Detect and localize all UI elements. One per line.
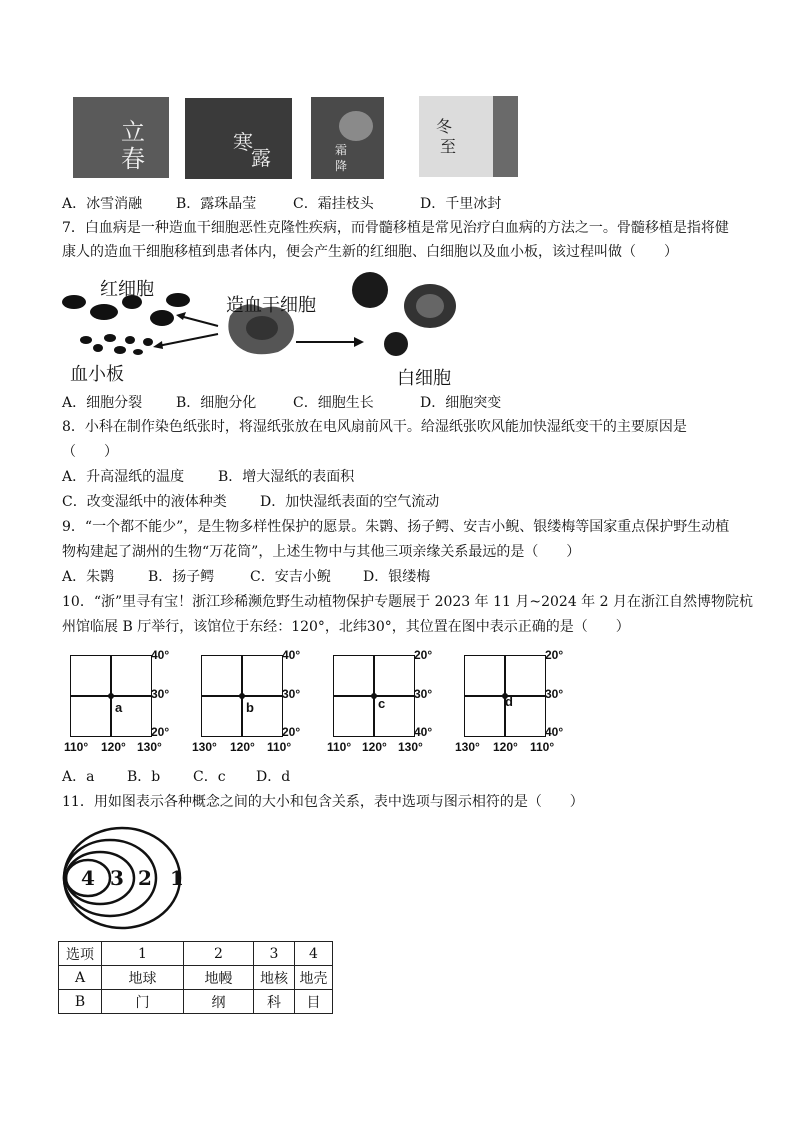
q6-caption-a2: 春 bbox=[121, 145, 145, 173]
label-red-cell: 红细胞 bbox=[100, 279, 154, 300]
q8-option-b[interactable]: B．增大湿纸的表面积 bbox=[218, 469, 355, 485]
table-cell: 3 bbox=[254, 942, 295, 966]
q6-options bbox=[62, 194, 501, 214]
table-cell: A bbox=[59, 966, 102, 990]
lon-mid: 120° bbox=[493, 740, 518, 754]
arrow-to-red bbox=[180, 316, 218, 326]
q9-option-d[interactable]: D．银缕梅 bbox=[363, 569, 431, 585]
lon-mid: 120° bbox=[362, 740, 387, 754]
lat-top: 20° bbox=[545, 648, 564, 662]
grid-mark: c bbox=[378, 696, 386, 711]
lat-top: 40° bbox=[151, 648, 170, 662]
lat-mid: 30° bbox=[151, 687, 170, 701]
q10-option-a[interactable]: A．a bbox=[62, 769, 95, 785]
circle-label-3: 3 bbox=[110, 866, 124, 890]
table-cell: 纲 bbox=[184, 990, 254, 1014]
table-cell: 地核 bbox=[254, 966, 295, 990]
table-row[interactable] bbox=[59, 966, 333, 990]
red-cell bbox=[90, 304, 118, 320]
arrow-to-platelet bbox=[158, 334, 218, 346]
q7-options bbox=[62, 393, 501, 413]
q7-option-d[interactable]: D．细胞突变 bbox=[420, 395, 502, 411]
q9-stem-line2: 物构建起了湖州的生物“万花筒”，上述生物中与其他三项亲缘关系最远的是（ ） bbox=[62, 544, 581, 560]
q6-caption-c1: 霜 bbox=[335, 143, 348, 157]
lon-mid: 120° bbox=[101, 740, 126, 754]
circle-label-2: 2 bbox=[138, 866, 152, 890]
lat-mid: 30° bbox=[414, 687, 433, 701]
table-header-row bbox=[59, 942, 333, 966]
q8-options-row2 bbox=[62, 492, 439, 512]
q6-caption-a1: 立 bbox=[121, 118, 145, 146]
q6-caption-c2: 降 bbox=[335, 159, 348, 173]
table-cell: 2 bbox=[184, 942, 254, 966]
table-cell: 科 bbox=[254, 990, 295, 1014]
red-cell bbox=[150, 310, 174, 326]
table-cell: 1 bbox=[102, 942, 184, 966]
q7-option-a[interactable]: A．细胞分裂 bbox=[62, 395, 143, 411]
lon-mid: 120° bbox=[230, 740, 255, 754]
grid-mark: d bbox=[505, 694, 513, 709]
grid-mark: a bbox=[115, 700, 123, 715]
table-cell: 地幔 bbox=[184, 966, 254, 990]
lat-top: 40° bbox=[282, 648, 301, 662]
platelets bbox=[80, 334, 153, 355]
ice-column bbox=[493, 96, 518, 177]
q10-stem-line1: 10．“浙”里寻有宝！浙江珍稀濒危野生动植物保护专题展于 2023 年 11 月~2024 年 2 月在浙江自然博物院杭 bbox=[62, 594, 753, 610]
q7-option-c[interactable]: C．细胞生长 bbox=[293, 395, 374, 411]
q7-option-b[interactable]: B．细胞分化 bbox=[176, 395, 257, 411]
lon-right: 110° bbox=[267, 740, 292, 754]
table-cell: 目 bbox=[295, 990, 333, 1014]
lon-left: 110° bbox=[327, 740, 352, 754]
label-stem-cell: 造血干细胞 bbox=[226, 295, 316, 316]
q8-options-row1 bbox=[62, 467, 354, 487]
frosted-leaf bbox=[339, 111, 373, 141]
red-cell bbox=[166, 293, 190, 307]
label-white-cell: 白细胞 bbox=[397, 368, 451, 389]
table-row[interactable] bbox=[59, 990, 333, 1014]
table-cell: 门 bbox=[102, 990, 184, 1014]
q6-caption-d1: 冬 bbox=[436, 117, 453, 136]
table-cell: 4 bbox=[295, 942, 333, 966]
q10-grid-b bbox=[201, 655, 283, 737]
q10-options bbox=[62, 767, 290, 787]
lon-left: 110° bbox=[64, 740, 89, 754]
q6-image-a bbox=[73, 97, 169, 178]
position-dot bbox=[239, 693, 245, 699]
table-cell: 地壳 bbox=[295, 966, 333, 990]
lon-right: 130° bbox=[398, 740, 423, 754]
q6-caption-b2: 露 bbox=[251, 146, 271, 170]
q8-option-a[interactable]: A．升高湿纸的温度 bbox=[62, 469, 185, 485]
q6-image-d bbox=[419, 96, 518, 177]
q11-options-table bbox=[58, 941, 333, 1014]
q10-option-d[interactable]: D．d bbox=[256, 769, 291, 785]
q9-stem-line1: 9．“一个都不能少”，是生物多样性保护的愿景。朱鹮、扬子鳄、安吉小鲵、银缕梅等国家重点保护野生动植 bbox=[62, 519, 730, 535]
position-dot bbox=[108, 693, 114, 699]
lon-left: 130° bbox=[192, 740, 217, 754]
lat-mid: 30° bbox=[282, 687, 301, 701]
label-platelet: 血小板 bbox=[70, 364, 124, 385]
q6-option-d[interactable]: D．千里冰封 bbox=[420, 196, 502, 212]
q6-caption-d2: 至 bbox=[440, 137, 457, 156]
q8-stem-line1: 8．小科在制作染色纸张时，将湿纸张放在电风扇前风干。给湿纸张吹风能加快湿纸变干的主要原因是 bbox=[62, 419, 687, 435]
q9-option-a[interactable]: A．朱鹮 bbox=[62, 569, 115, 585]
table-cell: 地球 bbox=[102, 966, 184, 990]
lon-right: 110° bbox=[530, 740, 555, 754]
table-cell: B bbox=[59, 990, 102, 1014]
lat-bot: 20° bbox=[282, 725, 301, 739]
q7-stem-line1: 7．白血病是一种造血干细胞恶性克隆性疾病，而骨髓移植是常见治疗白血病的方法之一。骨髓移植是指将健 bbox=[62, 220, 729, 236]
q10-option-c[interactable]: C．c bbox=[193, 769, 226, 785]
grid-mark: b bbox=[246, 700, 254, 715]
lat-bot: 20° bbox=[151, 725, 170, 739]
q9-options bbox=[62, 567, 430, 587]
lat-bot: 40° bbox=[545, 725, 564, 739]
q10-grid-c bbox=[333, 655, 415, 737]
q8-option-c[interactable]: C．改变湿纸中的液体种类 bbox=[62, 494, 227, 510]
q6-option-c[interactable]: C．霜挂枝头 bbox=[293, 196, 374, 212]
white-cell bbox=[352, 272, 388, 308]
q9-option-b[interactable]: B．扬子鳄 bbox=[148, 569, 215, 585]
q6-option-b[interactable]: B．露珠晶莹 bbox=[176, 196, 257, 212]
q8-option-d[interactable]: D．加快湿纸表面的空气流动 bbox=[260, 494, 440, 510]
lon-left: 130° bbox=[455, 740, 480, 754]
q11-stem: 11．用如图表示各种概念之间的大小和包含关系，表中选项与图示相符的是（ ） bbox=[62, 794, 584, 810]
q6-image-c bbox=[311, 97, 384, 179]
lat-top: 20° bbox=[414, 648, 433, 662]
lat-mid: 30° bbox=[545, 687, 564, 701]
q10-grid-d bbox=[464, 655, 546, 737]
circle-label-1: 1 bbox=[170, 866, 184, 890]
white-cell bbox=[384, 332, 408, 356]
position-dot bbox=[371, 693, 377, 699]
q9-option-c[interactable]: C．安吉小鲵 bbox=[250, 569, 331, 585]
lon-right: 130° bbox=[137, 740, 162, 754]
red-cell bbox=[62, 295, 86, 309]
q10-grid-a bbox=[70, 655, 152, 737]
circle-label-4: 4 bbox=[81, 866, 95, 890]
q10-option-b[interactable]: B．b bbox=[127, 769, 161, 785]
q10-stem-line2: 州馆临展 B 厅举行，该馆位于东经：120°，北纬30°，其位置在图中表示正确的是（ ） bbox=[62, 619, 630, 635]
q7-stem-line2: 康人的造血干细胞移植到患者体内，便会产生新的红细胞、白细胞以及血小板，该过程叫做（ ） bbox=[62, 244, 678, 260]
table-cell: 选项 bbox=[59, 942, 102, 966]
q6-image-b bbox=[185, 98, 292, 179]
q6-option-a[interactable]: A．冰雪消融 bbox=[62, 196, 143, 212]
q8-stem-line2: （ ） bbox=[62, 444, 118, 460]
lat-bot: 40° bbox=[414, 725, 433, 739]
q6-caption-b1: 寒 bbox=[233, 130, 253, 154]
